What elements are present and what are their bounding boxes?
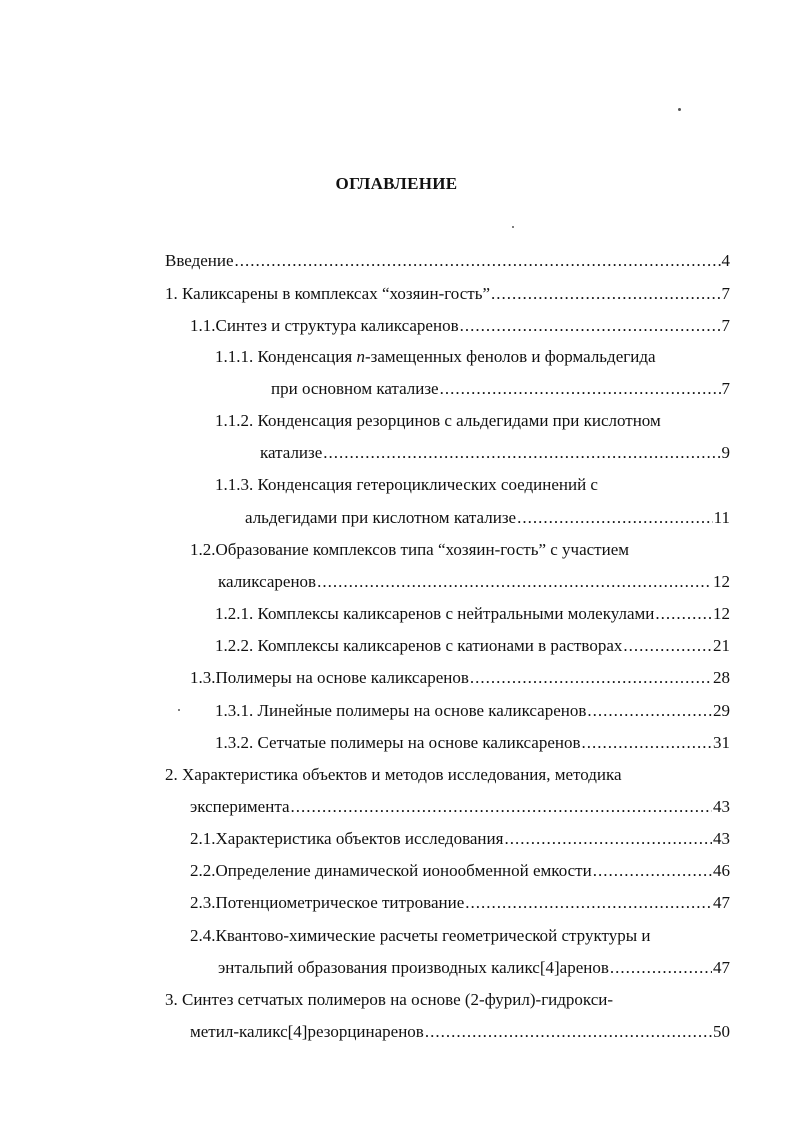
toc-entry xyxy=(165,989,613,1011)
toc-page-number: 9 xyxy=(721,443,730,462)
toc-page-number: 12 xyxy=(713,572,730,591)
toc-entry-text: 2.2.Определение динамической ионообменной емкости xyxy=(190,861,592,880)
toc-page-number: 7 xyxy=(721,316,730,335)
toc-leader-dots xyxy=(465,892,712,914)
toc-page-number: 11 xyxy=(713,508,730,527)
toc-entry xyxy=(190,828,730,850)
toc-entry-text: 2.1.Характеристика объектов исследования xyxy=(190,829,504,848)
toc-entry-text: 3. Синтез сетчатых полимеров на основе (2-фурил)-гидрокси- xyxy=(165,990,614,1009)
toc-page-number: 21 xyxy=(713,636,730,655)
toc-entry-text: 1.3.2. Сетчатые полимеры на основе каликсаренов xyxy=(215,733,581,752)
toc-entry-text: 2.3.Потенциометрическое титрование xyxy=(190,893,465,912)
toc-entry-text: 1.3.Полимеры на основе каликсаренов xyxy=(190,668,469,687)
toc-leader-dots xyxy=(440,378,721,400)
toc-entry-text: 1.1.2. Конденсация резорцинов с альдегидами при кислотном xyxy=(215,411,661,430)
toc-leader-dots xyxy=(582,732,712,754)
toc-entry xyxy=(190,667,730,689)
toc-entry xyxy=(215,603,730,625)
toc-leader-dots xyxy=(460,315,721,337)
toc-entry-text-after: -замещенных фенолов и формальдегида xyxy=(364,347,656,366)
toc-entry-text: альдегидами при кислотном катализе xyxy=(245,508,517,527)
toc-entry-text: 1. Каликсарены в комплексах “хозяин-гость” xyxy=(165,284,490,303)
scan-speck xyxy=(678,108,681,111)
toc-entry xyxy=(190,539,629,561)
toc-entry xyxy=(218,571,730,593)
toc-leader-dots xyxy=(517,507,713,529)
toc-entry xyxy=(215,635,730,657)
toc-entry xyxy=(215,346,656,368)
toc-entry xyxy=(165,250,730,272)
toc-entry-text: каликсаренов xyxy=(218,572,317,591)
toc-page-number: 46 xyxy=(713,861,730,880)
toc-page-number: 7 xyxy=(721,379,730,398)
toc-entry xyxy=(190,315,730,337)
toc-entry-text: 2.4.Квантово-химические расчеты геометрической структуры и xyxy=(190,926,651,945)
toc-page-number: 4 xyxy=(721,251,730,270)
toc-entry-text: 1.1.3. Конденсация гетероциклических соединений с xyxy=(215,475,598,494)
toc-entry-text: метил-каликс[4]резорцинаренов xyxy=(190,1022,424,1041)
toc-page-number: 7 xyxy=(721,284,730,303)
toc-entry-text: энтальпий образования производных каликс[4]аренов xyxy=(218,958,609,977)
toc-leader-dots xyxy=(504,828,712,850)
toc-leader-dots xyxy=(323,442,720,464)
toc-leader-dots xyxy=(610,957,712,979)
toc-page-number: 47 xyxy=(713,958,730,977)
toc-entry xyxy=(190,892,730,914)
toc-entry-text: эксперимента xyxy=(190,797,290,816)
toc-entry xyxy=(218,957,730,979)
toc-entry xyxy=(215,732,730,754)
toc-entry xyxy=(215,700,730,722)
scan-speck xyxy=(512,226,514,228)
toc-leader-dots xyxy=(291,796,712,818)
toc-entry xyxy=(165,764,622,786)
page-title: ОГЛАВЛЕНИЕ xyxy=(335,174,458,193)
toc-leader-dots xyxy=(593,860,712,882)
toc-leader-dots xyxy=(235,250,721,272)
toc-entry-text: катализе xyxy=(260,443,323,462)
toc-entry xyxy=(215,474,598,496)
toc-entry xyxy=(215,410,661,432)
toc-page-number: 47 xyxy=(713,893,730,912)
toc-entry-text: Введение xyxy=(165,251,234,270)
toc-entry xyxy=(190,925,650,947)
toc-entry-text: 1.2.2. Комплексы каликсаренов с катионами в растворах xyxy=(215,636,623,655)
toc-entry-text: 1.2.Образование комплексов типа “хозяин-гость” с участием xyxy=(190,540,630,559)
toc-entry xyxy=(245,507,730,529)
toc-entry xyxy=(190,796,730,818)
toc-leader-dots xyxy=(470,667,712,689)
toc-page-number: 31 xyxy=(713,733,730,752)
toc-entry xyxy=(271,378,730,400)
toc-page-number: 43 xyxy=(713,829,730,848)
toc-leader-dots xyxy=(317,571,712,593)
toc-entry-text: 1.1.1. Конденсация xyxy=(215,347,357,366)
toc-entry-text: 1.1.Синтез и структура каликсаренов xyxy=(190,316,459,335)
toc-entry xyxy=(165,283,730,305)
toc-entry-text: 1.3.1. Линейные полимеры на основе каликсаренов xyxy=(215,701,587,720)
toc-page-number: 12 xyxy=(713,604,730,623)
toc-leader-dots xyxy=(425,1021,712,1043)
toc-entry-text: при основном катализе xyxy=(271,379,439,398)
toc-page-number: 50 xyxy=(713,1022,730,1041)
toc-page-number: 29 xyxy=(713,701,730,720)
toc-page-number: 28 xyxy=(713,668,730,687)
scan-speck xyxy=(178,709,180,711)
toc-leader-dots xyxy=(491,283,721,305)
toc-leader-dots xyxy=(655,603,712,625)
toc-leader-dots xyxy=(623,635,712,657)
toc-entry-text: 1.2.1. Комплексы каликсаренов с нейтральными молекулами xyxy=(215,604,655,623)
toc-entry xyxy=(190,860,730,882)
toc-entry xyxy=(190,1021,730,1043)
toc-entry-italic: n xyxy=(356,347,365,366)
toc-entry xyxy=(260,442,730,464)
toc-leader-dots xyxy=(587,700,712,722)
toc-entry-text: 2. Характеристика объектов и методов исследования, методика xyxy=(165,765,622,784)
toc-page-number: 43 xyxy=(713,797,730,816)
